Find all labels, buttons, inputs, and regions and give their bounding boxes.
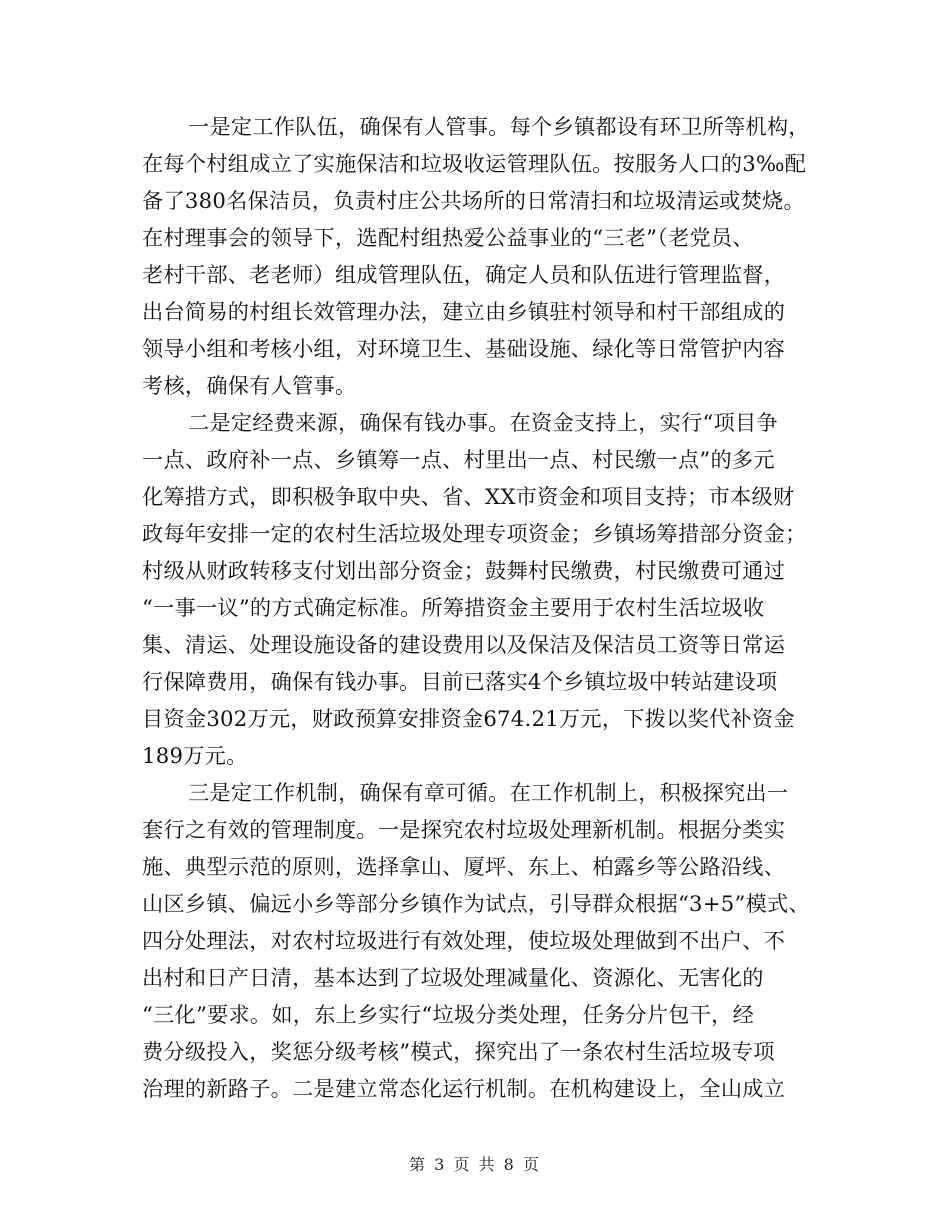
- paragraph-2-line-7: 集、清运、处理设施设备的建设费用以及保洁及保洁员工资等日常运: [142, 632, 786, 657]
- paragraph-3-line-9: 治理的新路子。二是建立常态化运行机制。在机构建设上，全山成立: [142, 1076, 786, 1101]
- paragraph-3-line-1: 三是定工作机制，确保有章可循。在工作机制上，积极探究出一: [188, 780, 789, 805]
- paragraph-2-line-9: 目资金302万元，财政预算安排资金674.21万元，下拨以奖代补资金: [142, 706, 795, 731]
- paragraph-3-line-4: 山区乡镇、偏远小乡等部分乡镇作为试点，引导群众根据“3+5”模式、: [142, 891, 810, 916]
- paragraph-3-line-2: 套行之有效的管理制度。一是探究农村垃圾处理新机制。根据分类实: [142, 817, 786, 842]
- paragraph-1-line-4: 在村理事会的领导下，选配村组热爱公益事业的“三老”（老党员、: [142, 225, 754, 250]
- paragraph-3-line-8: 费分级投入，奖惩分级考核”模式，探究出了一条农村生活垃圾专项: [142, 1039, 775, 1064]
- paragraph-2-line-10: 189万元。: [142, 743, 248, 768]
- paragraph-2-line-1: 二是定经费来源，确保有钱办事。在资金支持上，实行“项目争: [188, 410, 778, 435]
- paragraph-1-line-2: 在每个村组成立了实施保洁和垃圾收运管理队伍。按服务人口的3‰配: [142, 151, 807, 176]
- paragraph-2-line-3: 化筹措方式，即积极争取中央、省、XX市资金和项目支持；市本级财: [142, 484, 795, 509]
- paragraph-2-line-5: 村级从财政转移支付划出部分资金；鼓舞村民缴费，村民缴费可通过: [142, 558, 786, 583]
- paragraph-2-line-4: 政每年安排一定的农村生活垃圾处理专项资金；乡镇场筹措部分资金；: [142, 521, 807, 546]
- paragraph-3-line-5: 四分处理法，对农村垃圾进行有效处理，使垃圾处理做到不出户、不: [142, 928, 786, 953]
- paragraph-1-line-8: 考核，确保有人管事。: [142, 373, 357, 398]
- paragraph-3-line-3: 施、典型示范的原则，选择拿山、厦坪、东上、柏露乡等公路沿线、: [142, 854, 786, 879]
- document-body: [142, 108, 822, 1107]
- paragraph-3-line-6: 出村和日产日清，基本达到了垃圾处理减量化、资源化、无害化的: [142, 965, 764, 990]
- paragraph-2-line-8: 行保障费用，确保有钱办事。目前已落实4个乡镇垃圾中转站建设项: [142, 669, 778, 694]
- paragraph-1-line-1: 一是定工作队伍，确保有人管事。每个乡镇都设有环卫所等机构，: [188, 114, 810, 139]
- paragraph-3-line-7: “三化”要求。如，东上乡实行“垃圾分类处理，任务分片包干，经: [142, 1002, 755, 1027]
- paragraph-1-line-6: 出台简易的村组长效管理办法，建立由乡镇驻村领导和村干部组成的: [142, 299, 786, 324]
- paragraph-2-line-2: 一点、政府补一点、乡镇筹一点、村里出一点、村民缴一点”的多元: [142, 447, 775, 472]
- paragraph-1-line-7: 领导小组和考核小组，对环境卫生、基础设施、绿化等日常管护内容: [142, 336, 786, 361]
- paragraph-1-line-5: 老村干部、老老师）组成管理队伍，确定人员和队伍进行管理监督，: [142, 262, 786, 287]
- page-number-footer: 第 3 页 共 8 页: [409, 1155, 541, 1174]
- paragraph-2-line-6: “一事一议”的方式确定标准。所筹措资金主要用于农村生活垃圾收: [142, 595, 765, 620]
- paragraph-1-line-3: 备了380名保洁员，负责村庄公共场所的日常清扫和垃圾清运或焚烧。: [142, 188, 805, 213]
